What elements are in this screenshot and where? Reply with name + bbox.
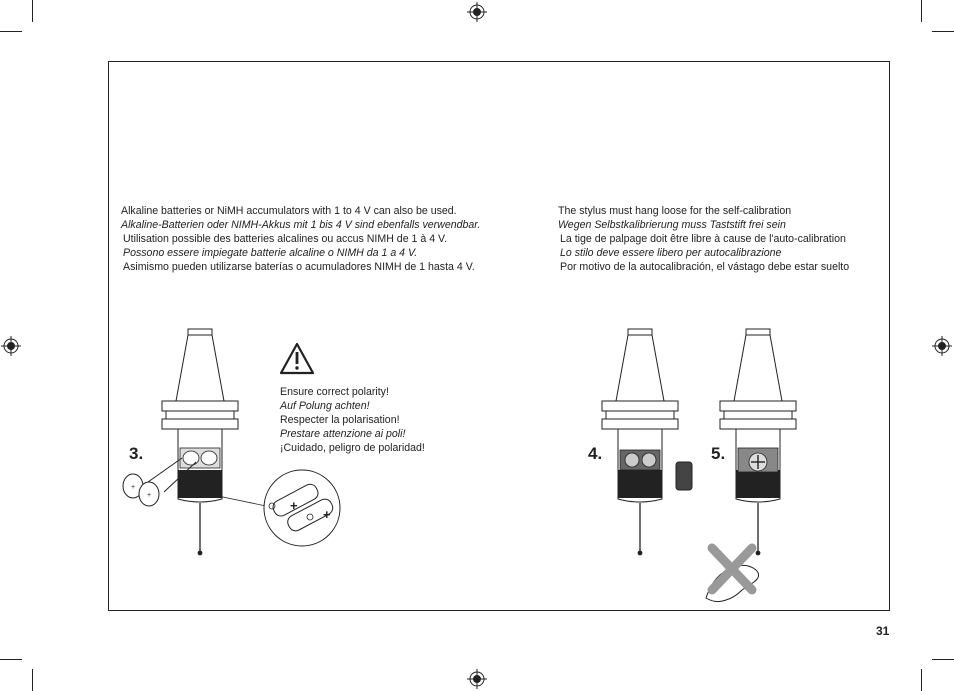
- battery-note-de: Alkaline-Batterien oder NIMH-Akkus mit 1 bis 4 V sind ebenfalls verwendbar.: [121, 219, 481, 231]
- battery-polarity-zoom-icon: [218, 470, 340, 546]
- stylus-note-es: Por motivo de la autocalibración, el vástago debe estar suelto: [560, 261, 850, 273]
- polarity-warning-de: Auf Polung achten!: [280, 400, 370, 412]
- polarity-warning-en: Ensure correct polarity!: [280, 386, 389, 398]
- stylus-note-fr: La tige de palpage doit être libre à cause de l'auto-calibration: [560, 233, 846, 245]
- stylus-note-de: Wegen Selbstkalibrierung muss Taststift frei sein: [558, 219, 786, 231]
- battery-note-en: Alkaline batteries or NiMH accumulators with 1 to 4 V can also be used.: [121, 205, 457, 217]
- probe-step-5: [720, 329, 796, 555]
- page-number: 31: [876, 624, 890, 638]
- svg-text:+: +: [290, 498, 298, 513]
- step-5-label: 5.: [711, 444, 726, 463]
- stylus-note-it: Lo stilo deve essere libero per autocalibrazione: [560, 247, 782, 259]
- do-not-touch-hand-icon: [706, 548, 759, 602]
- polarity-warning-it: Prestare attenzione ai poli!: [280, 428, 406, 440]
- svg-text:+: +: [147, 492, 152, 499]
- battery-note-it: Possono essere impiegate batterie alcaline o NIMH da 1 a 4 V.: [123, 247, 418, 259]
- battery-note-fr: Utilisation possible des batteries alcalines ou accus NIMH de 1 à 4 V.: [123, 233, 448, 245]
- polarity-warning-fr: Respecter la polarisation!: [280, 414, 400, 426]
- battery-note-es: Asimismo pueden utilizarse baterías o acumuladores NIMH de 1 hasta 4 V.: [123, 261, 475, 273]
- stylus-note-en: The stylus must hang loose for the self-calibration: [558, 205, 792, 217]
- svg-text:+: +: [131, 484, 136, 491]
- probe-step-3: [162, 329, 238, 555]
- step-4-label: 4.: [588, 444, 603, 463]
- svg-text:+: +: [323, 507, 331, 522]
- step-3-label: 3.: [129, 444, 144, 463]
- probe-step-4: [602, 329, 692, 555]
- polarity-warning-es: ¡Cuidado, peligro de polaridad!: [280, 442, 425, 454]
